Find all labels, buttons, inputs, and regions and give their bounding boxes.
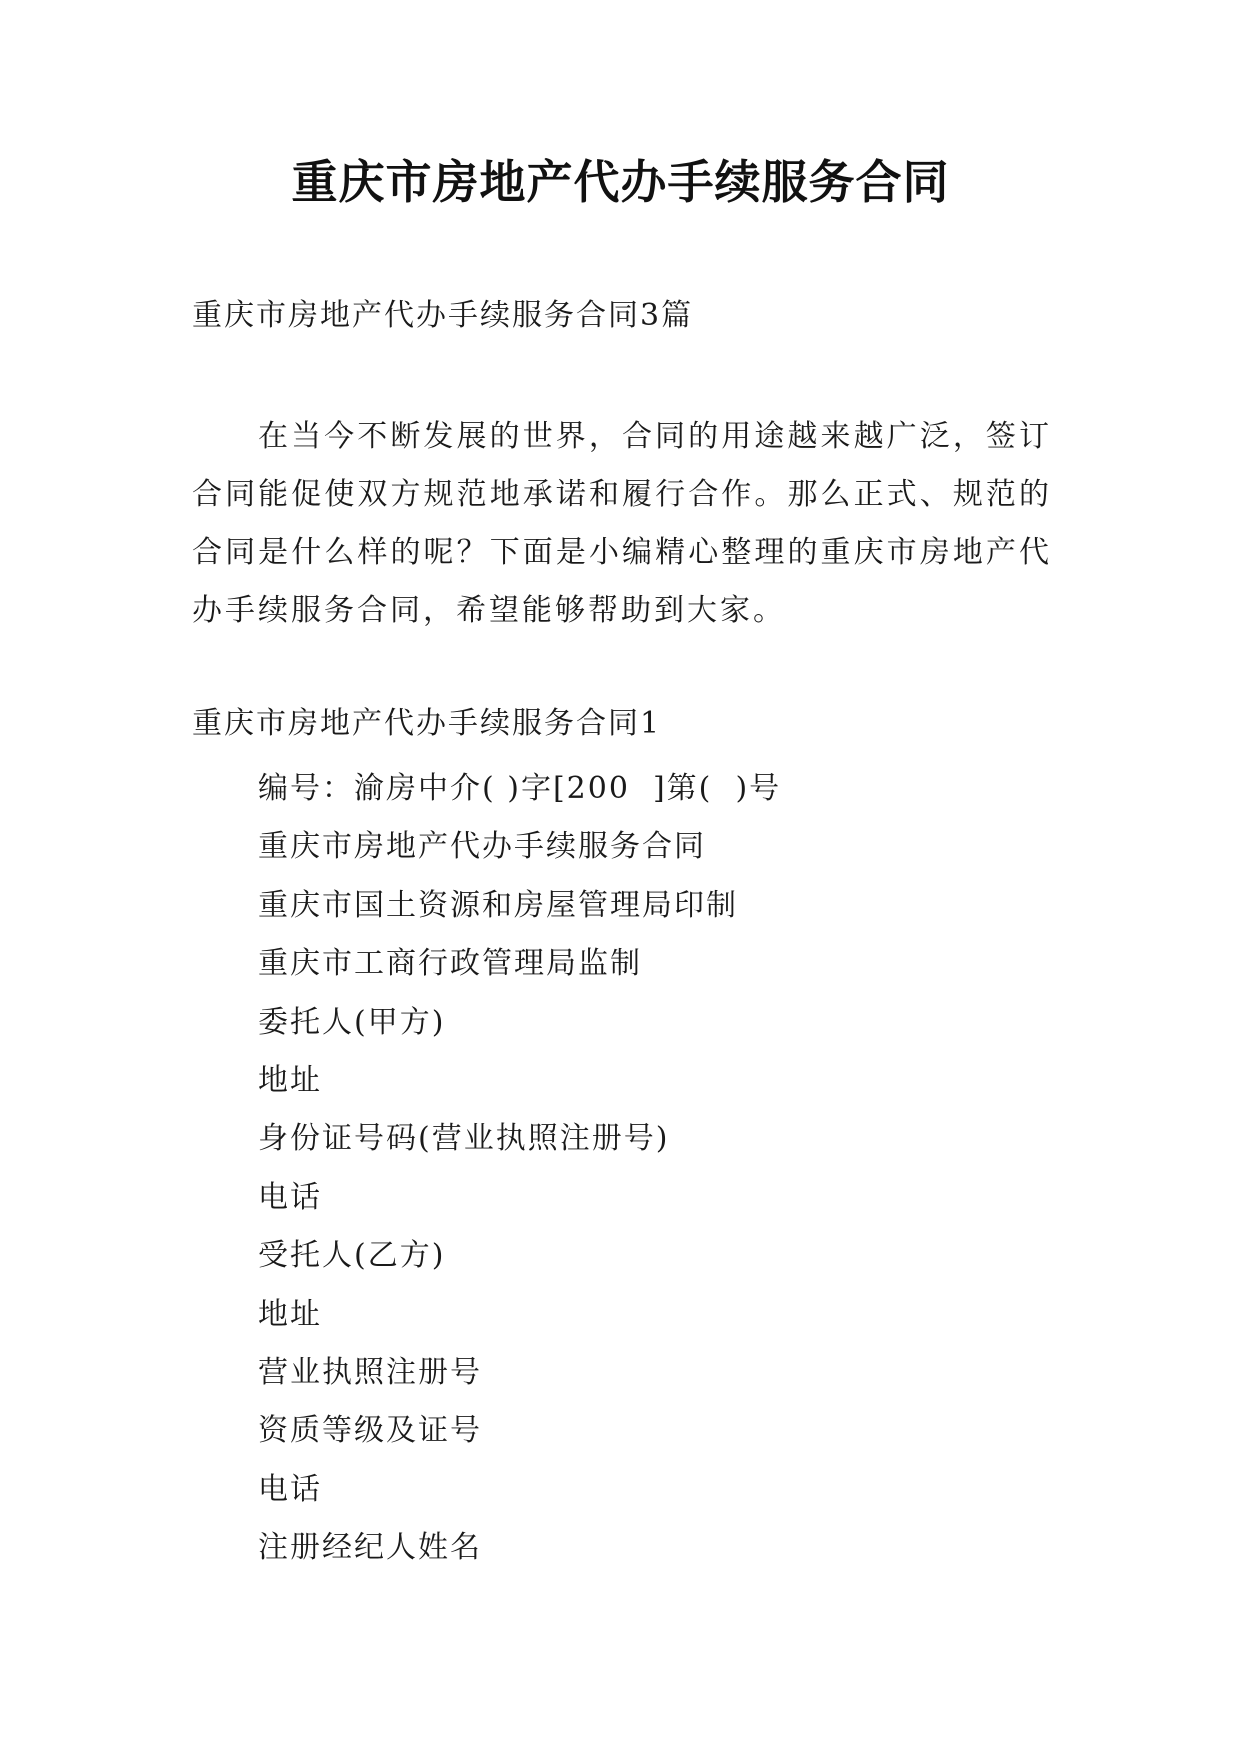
supervisor-line: 重庆市工商行政管理局监制 — [258, 946, 642, 982]
intro-paragraph: 在当今不断发展的世界，合同的用途越来越广泛，签订合同能促使双方规范地承诺和履行合作。那么正式、规范的合同是什么样的呢？下面是小编精心整理的重庆市房地产代办手续服务合同，希望能够帮助到大家。 — [192, 419, 1052, 628]
section-heading: 重庆市房地产代办手续服务合同1 — [192, 706, 662, 741]
printer-line: 重庆市国土资源和房屋管理局印制 — [258, 887, 738, 923]
party-b-qualification-line: 资质等级及证号 — [258, 1413, 482, 1449]
registered-broker-name-line: 注册经纪人姓名 — [258, 1530, 482, 1566]
document-title: 重庆市房地产代办手续服务合同 — [291, 155, 950, 209]
party-a-id-line: 身份证号码(营业执照注册号) — [258, 1121, 670, 1157]
agent-party-b-line: 受托人(乙方) — [258, 1238, 446, 1274]
party-b-license-line: 营业执照注册号 — [258, 1355, 482, 1391]
contract-name-line: 重庆市房地产代办手续服务合同 — [258, 829, 706, 865]
principal-party-a-line: 委托人(甲方) — [258, 1004, 446, 1040]
contract-number-line: 编号：渝房中介( )字[200 ]第( )号 — [258, 771, 782, 806]
document-subtitle: 重庆市房地产代办手续服务合同3篇 — [192, 298, 694, 333]
party-b-address-line: 地址 — [258, 1296, 322, 1332]
party-b-phone-line: 电话 — [258, 1471, 322, 1507]
party-a-address-line: 地址 — [258, 1063, 322, 1099]
party-a-phone-line: 电话 — [258, 1179, 322, 1215]
contract-field-list — [258, 760, 781, 1578]
